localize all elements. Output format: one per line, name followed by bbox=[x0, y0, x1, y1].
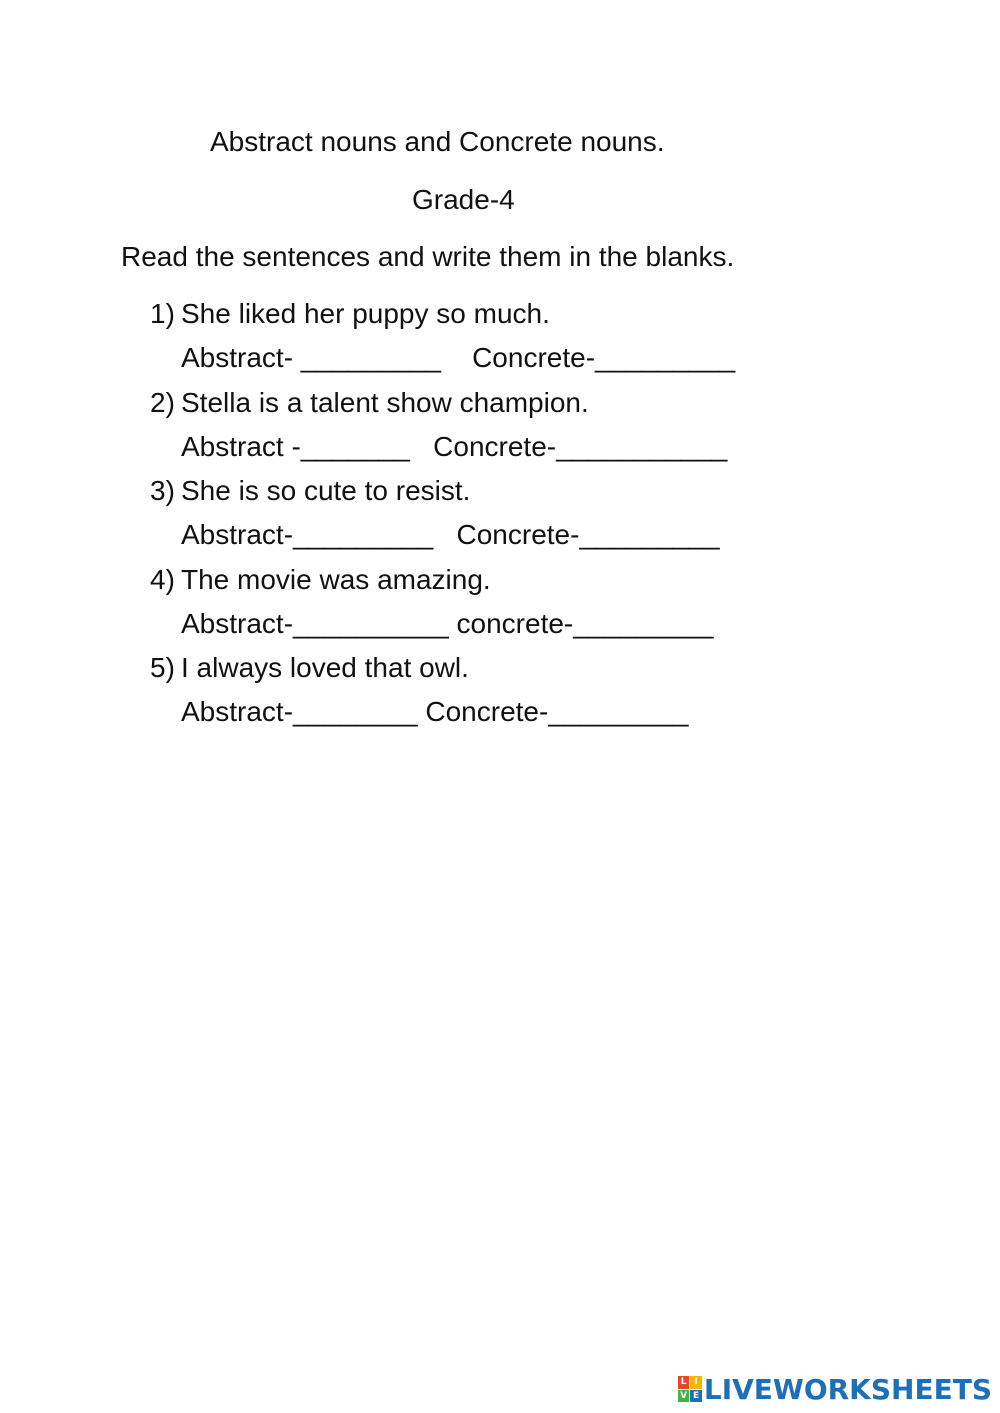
question-sentence: She is so cute to resist. bbox=[181, 475, 471, 506]
question-line bbox=[150, 296, 550, 332]
question-number: 2) bbox=[150, 386, 175, 418]
answer-blanks[interactable]: Abstract-________ Concrete-_________ bbox=[181, 696, 689, 727]
question-sentence: The movie was amazing. bbox=[181, 563, 491, 595]
question-number: 1) bbox=[150, 298, 175, 329]
question-sentence: I always loved that owl. bbox=[181, 652, 469, 683]
liveworksheets-logo-icon bbox=[678, 1376, 702, 1402]
question-line bbox=[150, 650, 469, 686]
question-number: 3) bbox=[150, 475, 175, 506]
logo-tile-yellow: I bbox=[690, 1376, 702, 1389]
question-sentence: Stella is a talent show champion. bbox=[181, 386, 589, 418]
logo-tile-green: V bbox=[678, 1390, 690, 1403]
question-item bbox=[150, 562, 850, 651]
question-line bbox=[150, 385, 589, 421]
question-sentence: She liked her puppy so much. bbox=[181, 298, 550, 329]
question-item bbox=[150, 650, 850, 739]
answer-blanks[interactable]: Abstract-_________ Concrete-_________ bbox=[181, 519, 720, 550]
answer-blanks[interactable]: Abstract-__________ concrete-_________ bbox=[181, 607, 714, 639]
answer-blanks[interactable]: Abstract- _________ Concrete-_________ bbox=[181, 342, 736, 373]
question-item bbox=[150, 473, 850, 562]
instructions-text: Read the sentences and write them in the blanks. bbox=[121, 241, 735, 272]
answer-blanks[interactable]: Abstract -_______ Concrete-___________ bbox=[181, 430, 728, 462]
question-number: 4) bbox=[150, 563, 175, 595]
question-number: 5) bbox=[150, 652, 175, 683]
grade-label: Grade-4 bbox=[412, 184, 515, 215]
question-line bbox=[150, 473, 470, 509]
question-item bbox=[150, 296, 850, 385]
liveworksheets-brand-text: LIVEWORKSHEETS bbox=[703, 1372, 992, 1406]
worksheet-title: Abstract nouns and Concrete nouns. bbox=[210, 126, 665, 157]
logo-tile-blue: E bbox=[690, 1390, 702, 1403]
question-line bbox=[150, 562, 491, 598]
liveworksheets-logo bbox=[678, 1369, 992, 1409]
question-item bbox=[150, 385, 850, 474]
logo-tile-red: L bbox=[678, 1376, 690, 1389]
question-list bbox=[150, 296, 850, 739]
